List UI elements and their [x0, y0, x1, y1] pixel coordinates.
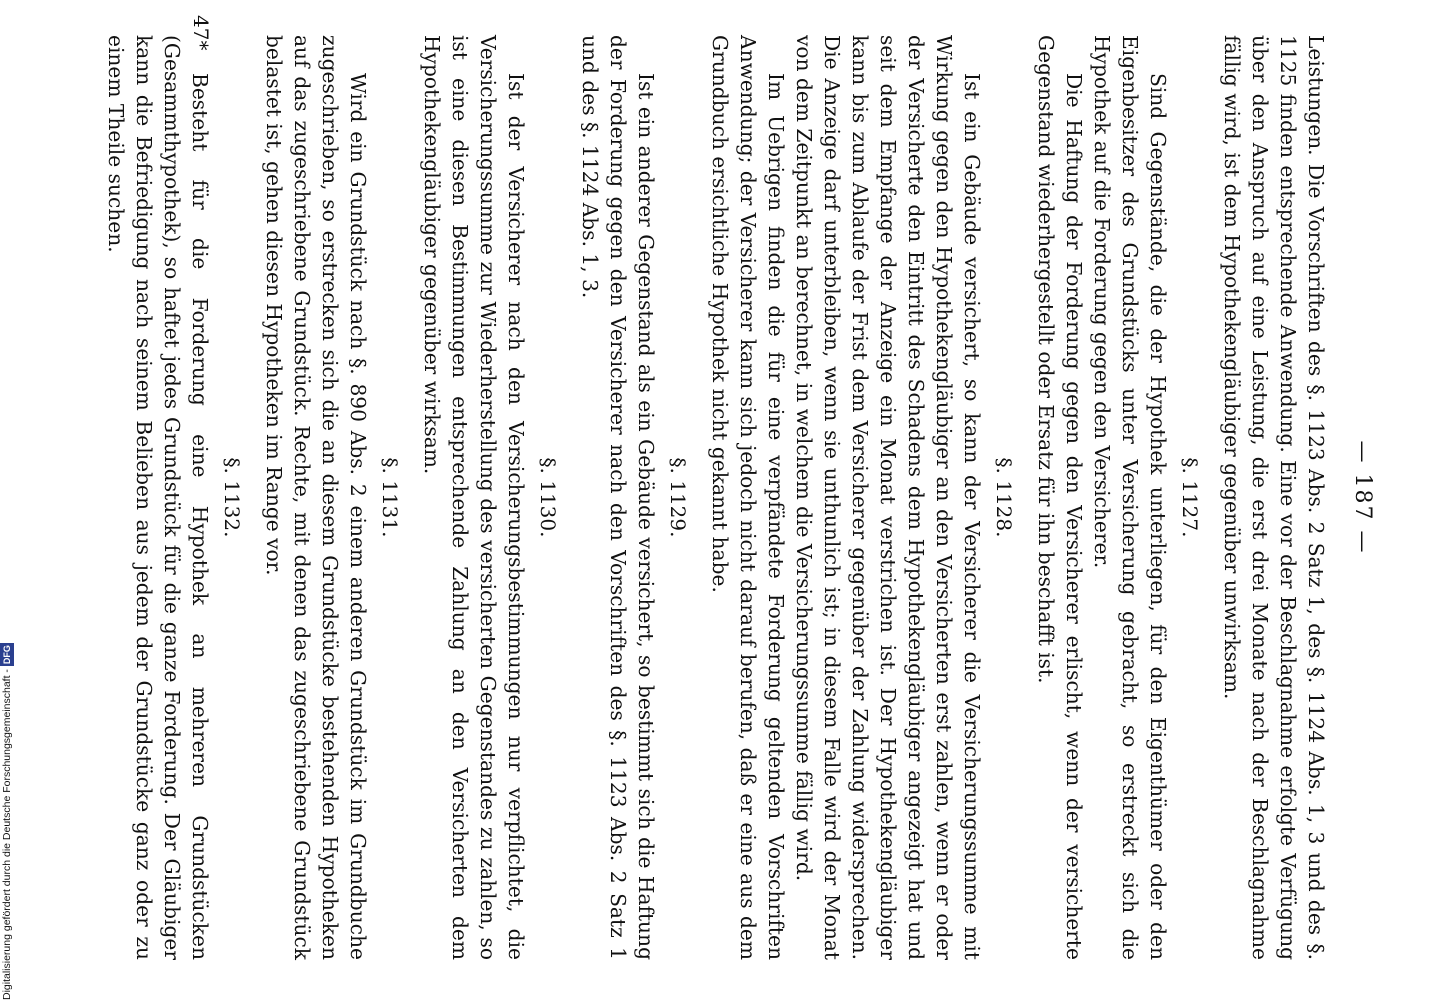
page-number: — 187 — [1350, 440, 1375, 555]
sheet-signature-mark: 47* [189, 15, 213, 51]
paragraph: Ist der Versicherer nach den Versicherungsbestimmungen nur verpflichtet, die Versicherungssumme zur Wiederherstellung des versicherten Gegenstandes zu zahlen, so ist eine diesen Bestimmungen entsprechende Zahlung an den Versicherten dem Hypothekengläubiger gegenüber wirksam. [420, 35, 528, 960]
paragraph: Ist ein Gebäude versichert, so kann der Versicherer die Versicherungssumme mit Wirkung gegen den Hypothekengläubiger an den Versicherten erst zahlen, wenn er oder der Versicherte den Eintritt des Schadens dem Hypothekengläubiger angezeigt hat und seit dem Empfange der Anzeige ein Monat verstrichen ist. Der Hypothekengläubiger kann bis zum Ablaufe der Frist dem Versicherer gegenüber der Zahlung widersprechen. Die Anzeige darf unterbleiben, wenn sie unthunlich ist; in diesem Falle wird der Monat von dem Zeitpunkt an berechnet, in welchem die Versicherungssumme fällig wird. [792, 35, 984, 960]
section-heading: §. 1128. [992, 457, 1016, 538]
paragraph: Im Uebrigen finden die für eine verpfändete Forderung geltenden Vorschriften Anwendung; der Versicherer kann sich jedoch nicht darauf berufen, daß er eine aus dem Grundbuch ersichtliche Hypothek nicht gekannt habe. [708, 35, 788, 960]
paragraph: Wird ein Grundstück nach §. 890 Abs. 2 einem anderen Grundstück im Grundbuche zugeschrieben, so erstrecken sich die an diesem Grundstücke bestehenden Hypotheken auf das zugeschriebene Grundstück. Rechte, mit denen das zugeschriebene Grundstück belastet ist, gehen diesen Hypotheken im Range vor. [262, 35, 370, 960]
section-heading: §. 1132. [220, 457, 244, 538]
section-heading: §. 1131. [378, 457, 402, 538]
section-heading: §. 1129. [666, 457, 690, 538]
paragraph: Besteht für die Forderung eine Hypothek an mehreren Grundstücken (Gesammthypothek), so haftet jedes Grundstück für die ganze Forderung. Der Gläubiger kann die Befriedigung nach seinem Belieben aus jedem der Grundstücke ganz oder zu einem Theile suchen. [104, 35, 212, 960]
dfg-logo-icon: DFG [2, 645, 13, 665]
rotated-page [104, 0, 1455, 1000]
paragraph: Leistungen. Die Vorschriften des §. 1123 Abs. 2 Satz 1, des §. 1124 Abs. 1, 3 und des §. 1125 finden entsprechende Anwendung. Eine vor der Beschlagnahme erfolgte Verfügung über den Anspruch auf eine Leistung, die erst drei Monate nach der Beschlagnahme fällig wird, ist dem Hypothekengläubiger gegenüber unwirksam. [1220, 35, 1328, 960]
paragraph: Ist ein anderer Gegenstand als ein Gebäude versichert, so bestimmt sich die Haftung der Forderung gegen den Versicherer nach den Vorschriften des §. 1123 Abs. 2 Satz 1 und des §. 1124 Abs. 1, 3. [578, 35, 658, 960]
digitization-credit [0, 0, 14, 1000]
paragraph: Sind Gegenstände, die der Hypothek unterliegen, für den Eigenthümer oder den Eigenbesitzer des Grundstücks unter Versicherung gebracht, so erstreckt sich die Hypothek auf die Forderung gegen den Versicherer. [1090, 35, 1170, 960]
section-heading: §. 1130. [536, 457, 560, 538]
paragraph: Die Haftung der Forderung gegen den Versicherer erlischt, wenn der versicherte Gegenstand wiederhergestellt oder Ersatz für ihn beschafft ist. [1034, 35, 1086, 960]
credit-text: Digitalisierung gefördert durch die Deutsche Forschungsgemeinschaft - [1, 669, 13, 1000]
body-text [102, 35, 1330, 960]
section-heading: §. 1127. [1178, 457, 1202, 538]
